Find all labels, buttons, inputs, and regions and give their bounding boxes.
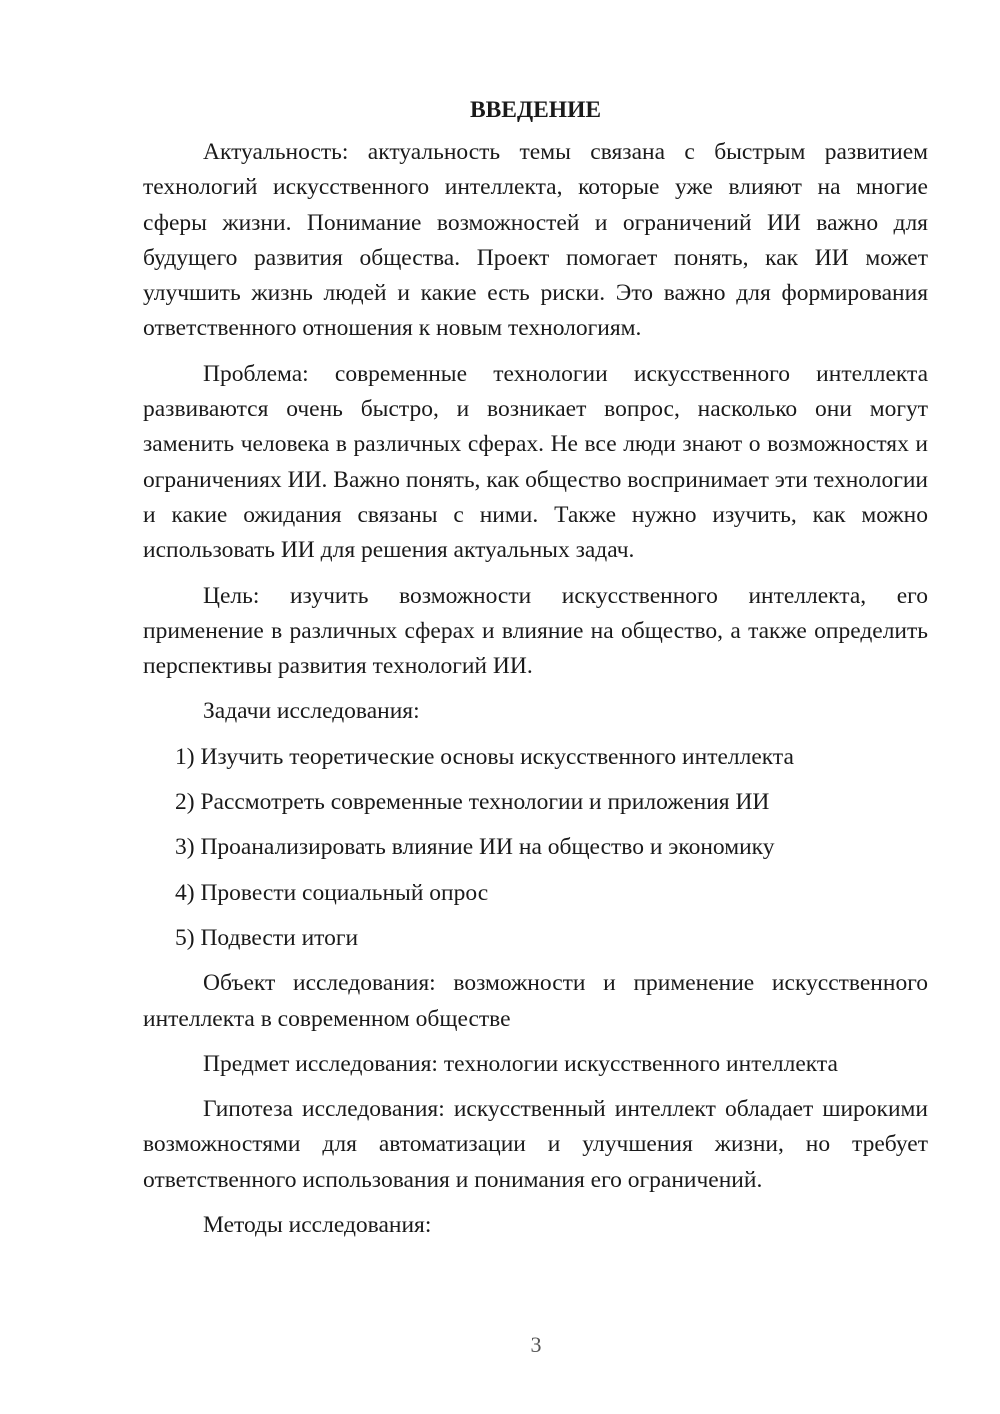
paragraph-relevance: Актуальность: актуальность темы связана с быстрым развитием технологий искусственного интеллекта, которые уже влияют на многие сферы жизни. Понимание возможностей и ограничений ИИ важно для будущего развития общества. Проект помогает понять, как ИИ может улучшить жизнь людей и какие есть риски. Это важно для формирования ответственного отношения к новым технологиям. [143,139,928,342]
list-item: 2) Рассмотреть современные технологии и приложения ИИ [175,789,770,816]
paragraph-goal: Цель: изучить возможности искусственного интеллекта, его применение в различных сферах и влияние на общество, а также определить перспективы развития технологий ИИ. [143,582,928,680]
tasks-list [143,740,928,956]
page-number: 3 [530,1332,542,1357]
tasks-heading: Задачи исследования: [203,698,420,725]
list-item: 3) Проанализировать влияние ИИ на общество и экономику [175,834,775,861]
paragraph-object: Объект исследования: возможности и применение искусственного интеллекта в современном обществе [143,970,928,1032]
list-item: 5) Подвести итоги [175,924,359,951]
list-item: 1) Изучить теоретические основы искусственного интеллекта [175,743,794,770]
paragraph-subject: Предмет исследования: технологии искусственного интеллекта [203,1050,838,1077]
paragraph-problem: Проблема: современные технологии искусственного интеллекта развиваются очень быстро, и возникает вопрос, насколько они могут заменить человека в различных сферах. Не все люди знают о возможностях и ограничениях ИИ. Важно понять, как общество воспринимает эти технологии и какие ожидания связаны с ними. Также нужно изучить, как можно использовать ИИ для решения актуальных задач. [143,360,928,564]
section-title: ВВЕДЕНИЕ [469,97,602,123]
page-content [143,95,928,1253]
paragraph-hypothesis: Гипотеза исследования: искусственный интеллект обладает широкими возможностями для автоматизации и улучшения жизни, но требует ответственного использования и понимания его ограничений. [143,1096,928,1193]
methods-heading: Методы исследования: [203,1212,432,1239]
list-item: 4) Провести социальный опрос [175,879,489,906]
